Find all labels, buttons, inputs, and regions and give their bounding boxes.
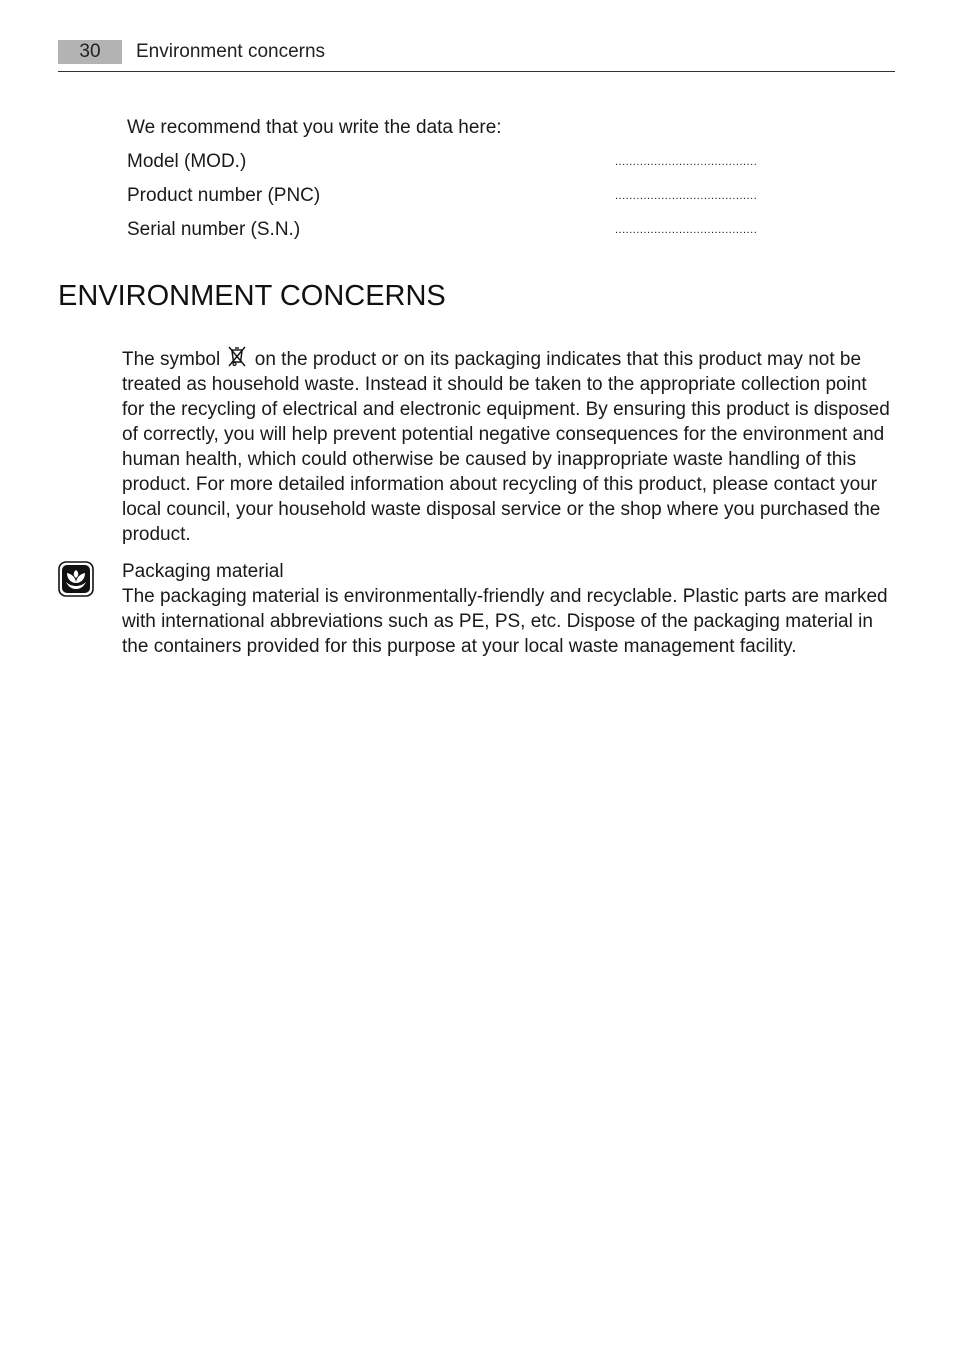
weee-paragraph bbox=[122, 346, 892, 547]
flower-eco-icon bbox=[58, 561, 94, 597]
weee-text-after: on the product or on its packaging indicates that this product may not be treated as household waste. Instead it should be taken to the appropriate collection point for the recycling of electrical and electronic equipment. By ensuring this product is disposed of correctly, you will help prevent potential negative consequences for the environment and human health, which could otherwise be caused by inappropriate waste handling of this product. For more detailed information about recycling of this product, please contact your local council, your household waste disposal service or the shop where you purchased the product. bbox=[122, 349, 890, 545]
record-blank-serial-number: ........................................ bbox=[615, 224, 758, 236]
weee-text-before: The symbol bbox=[122, 349, 226, 370]
record-row-model bbox=[127, 150, 787, 174]
page-number: 30 bbox=[58, 40, 122, 64]
record-row-serial-number bbox=[127, 218, 787, 242]
crossed-out-wheelie-bin-icon bbox=[227, 346, 247, 368]
record-label-serial-number: Serial number (S.N.) bbox=[127, 219, 301, 240]
record-row-product-number bbox=[127, 184, 787, 208]
record-blank-product-number: ........................................ bbox=[615, 190, 758, 202]
page-header bbox=[58, 40, 895, 72]
section-heading: ENVIRONMENT CONCERNS bbox=[58, 280, 446, 312]
packaging-section bbox=[122, 559, 892, 659]
record-label-model: Model (MOD.) bbox=[127, 151, 247, 172]
record-label-product-number: Product number (PNC) bbox=[127, 185, 321, 206]
packaging-title: Packaging material bbox=[122, 561, 284, 582]
record-blank-model: ........................................ bbox=[615, 156, 758, 168]
header-title: Environment concerns bbox=[136, 41, 326, 62]
packaging-text: The packaging material is environmentally-friendly and recyclable. Plastic parts are marked with international abbreviations such as PE, PS, etc. Dispose of the packaging material in the containers provided for this purpose at your local waste management facility. bbox=[122, 586, 888, 657]
record-intro: We recommend that you write the data here: bbox=[127, 117, 502, 138]
